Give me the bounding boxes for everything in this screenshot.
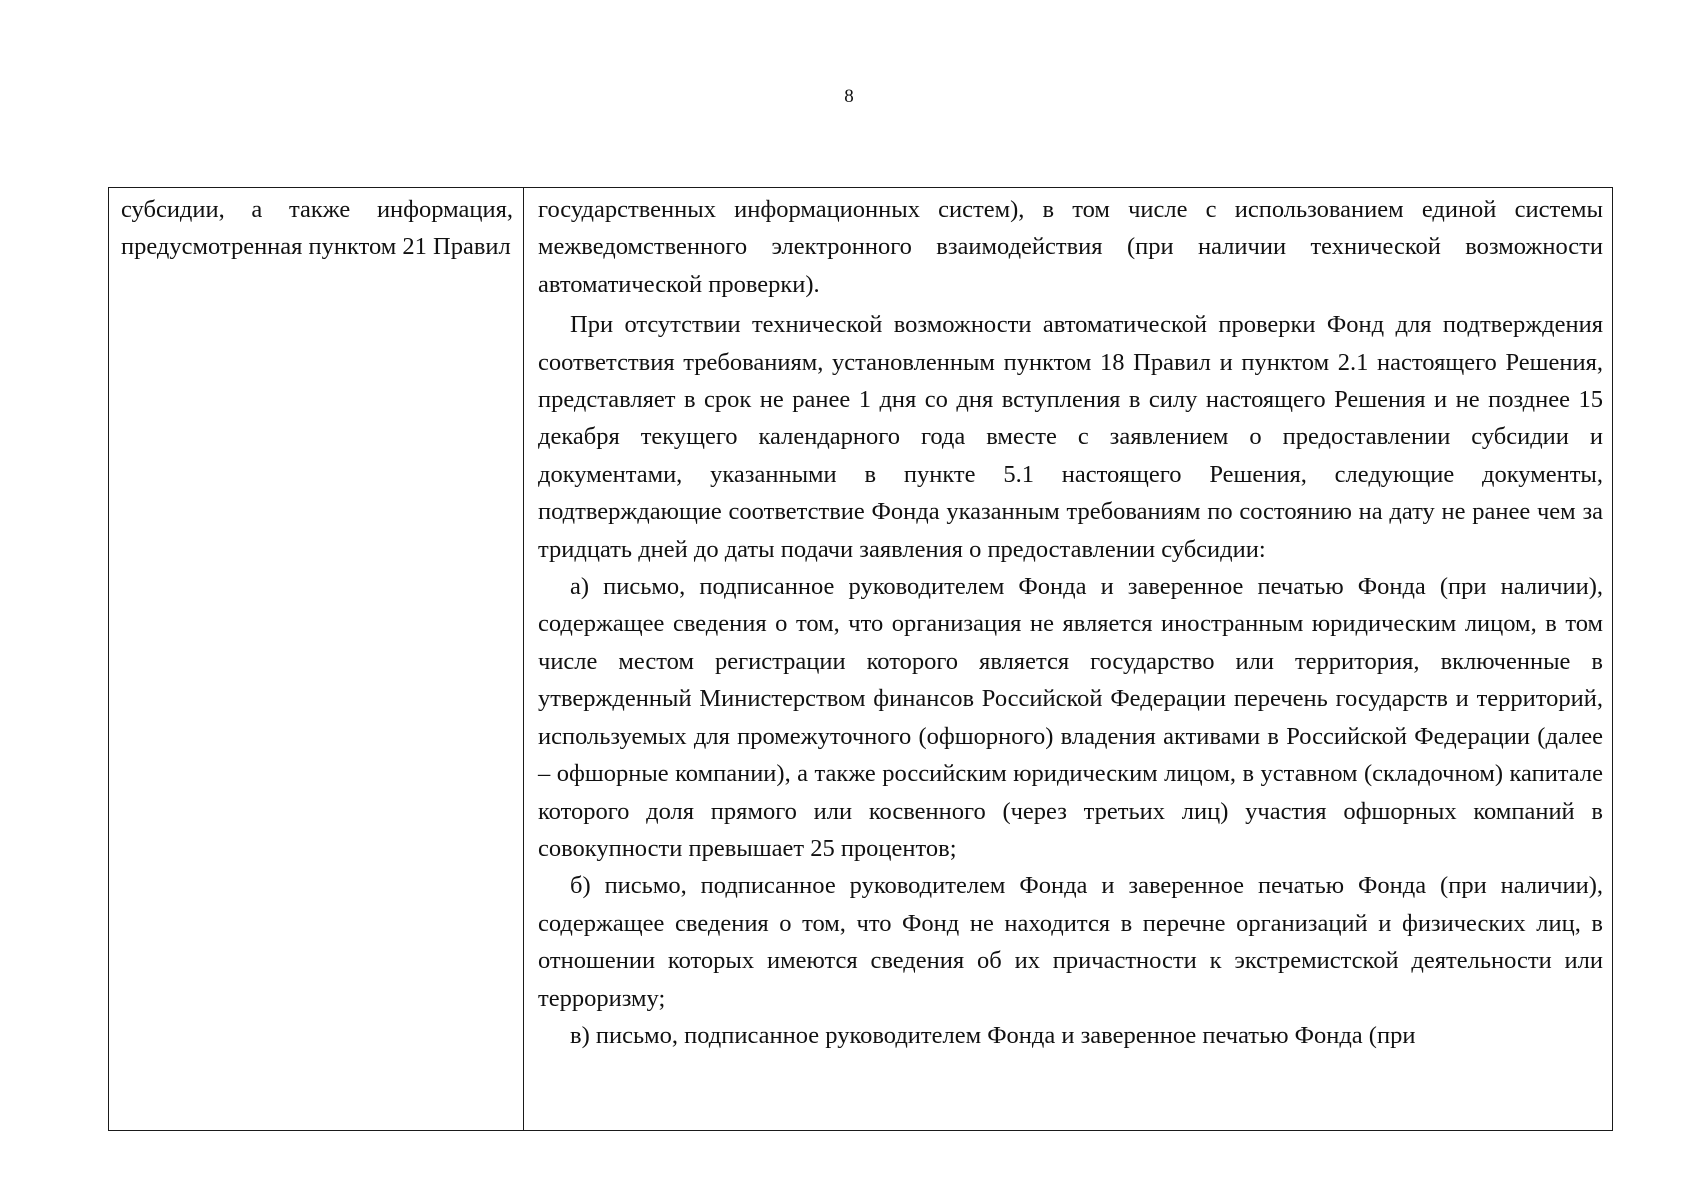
paragraph-item-b: б) письмо, подписанное руководителем Фонда и заверенное печатью Фонда (при наличии), содержащее сведения о том, что Фонд не находится в перечне организаций и физических лиц, в отношении которых имеются сведения об их причастности к экстремистской деятельности или терроризму; bbox=[538, 872, 1603, 1012]
table-cell-left bbox=[109, 188, 524, 1130]
left-cell-text: субсидии, а также информация, предусмотренная пунктом 21 Правил bbox=[121, 196, 513, 261]
paragraph-verification: При отсутствии технической возможности автоматической проверки Фонд для подтверждения соответствия требованиям, установленным пунктом 18 Правил и пунктом 2.1 настоящего Решения, представляет в срок не ранее 1 дня со дня вступления в силу настоящего Решения и не позднее 15 декабря текущего календарного года вместе с заявлением о предоставлении субсидии и документами, указанными в пункте 5.1 настоящего Решения, следующие документы, подтверждающие соответствие Фонда указанным требованиям по состоянию на дату не ранее чем за тридцать дней до даты подачи заявления о предоставлении субсидии: bbox=[538, 311, 1603, 563]
page-number: 8 bbox=[844, 86, 854, 107]
paragraph-item-c: в) письмо, подписанное руководителем Фонда и заверенное печатью Фонда (при bbox=[570, 1021, 1416, 1049]
paragraph-continuation: государственных информационных систем), в том числе с использованием единой системы межведомственного электронного взаимодействия (при наличии технической возможности автоматической проверки). bbox=[538, 196, 1603, 298]
table-cell-right bbox=[524, 188, 1612, 1130]
paragraph-item-a: а) письмо, подписанное руководителем Фонда и заверенное печатью Фонда (при наличии), содержащее сведения о том, что организация не является иностранным юридическим лицом, в том числе местом регистрации которого является государство или территория, включенные в утвержденный Министерством финансов Российской Федерации перечень государств и территорий, используемых для промежуточного (офшорного) владения активами в Российской Федерации (далее – офшорные компании), а также российским юридическим лицом, в уставном (складочном) капитале которого доля прямого или косвенного (через третьих лиц) участия офшорных компаний в совокупности превышает 25 процентов; bbox=[538, 573, 1603, 862]
document-table bbox=[108, 187, 1613, 1131]
